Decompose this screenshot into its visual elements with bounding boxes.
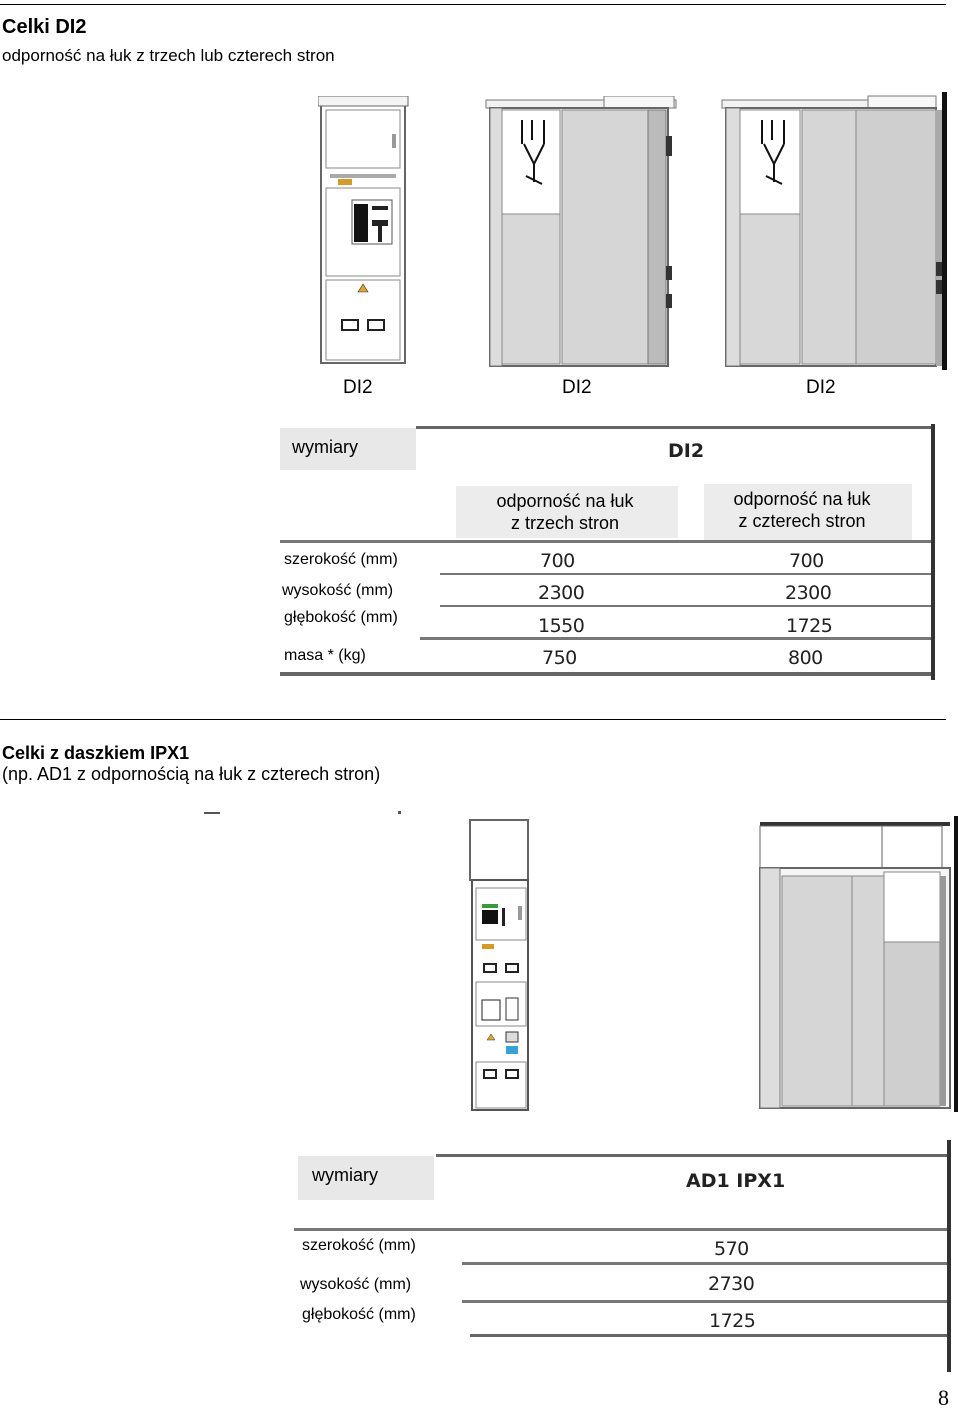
top-rule	[0, 4, 946, 5]
section1-title: Celki DI2	[2, 16, 87, 38]
section2-subtitle: (np. AD1 z odpornością na łuk z czterech stron)	[2, 764, 381, 784]
table2-right-border	[947, 1140, 951, 1372]
table1-value: 2300	[538, 582, 585, 604]
table1-value: 2300	[785, 582, 832, 604]
colheader-2-line2: z czterech stron	[738, 511, 866, 531]
table1-top-line	[416, 426, 934, 429]
table1-value: 1725	[786, 615, 833, 637]
colheader-1-line2: z trzech stron	[510, 513, 620, 533]
row-divider	[420, 637, 934, 640]
di2-front-view-drawing	[318, 96, 410, 368]
di2-side-view-3-sides-drawing	[484, 96, 680, 368]
table1-corner-label: wymiary	[292, 437, 358, 457]
table2-value: 2730	[708, 1273, 755, 1295]
page-number: 8	[938, 1385, 949, 1410]
di2-side-view-4-sides-drawing	[720, 92, 950, 372]
table1-row-label: szerokość (mm)	[284, 551, 398, 568]
section2-title: Celki z daszkiem IPX1	[2, 743, 190, 763]
table2-value: 570	[714, 1238, 749, 1260]
table1-value: 1550	[538, 615, 585, 637]
row-divider	[462, 1262, 950, 1265]
table2-corner-label: wymiary	[312, 1165, 378, 1185]
table1-row-label: głębokość (mm)	[284, 609, 398, 626]
row-divider	[440, 573, 934, 575]
ad1-front-view-drawing	[466, 818, 532, 1112]
table1-colheader-1	[456, 490, 674, 534]
figure-label-1: DI2	[343, 377, 373, 398]
table2-value: 1725	[709, 1310, 756, 1332]
table2-row-label: szerokość (mm)	[302, 1237, 416, 1254]
table1-value: 750	[542, 647, 577, 669]
row-divider	[462, 1300, 950, 1303]
ad1-side-view-drawing	[754, 816, 960, 1116]
figure-label-3: DI2	[806, 377, 836, 398]
colheader-2-line1: odporność na łuk	[733, 489, 871, 509]
table2-top-line	[436, 1154, 950, 1157]
decorative-mark	[398, 811, 401, 814]
row-divider	[440, 605, 934, 607]
table1-header-line	[280, 540, 934, 543]
table1-bottom-line	[280, 672, 934, 676]
table1-model-label: DI2	[668, 440, 705, 462]
table1-right-border	[931, 424, 935, 680]
section2-rule	[0, 719, 946, 720]
colheader-1-line1: odporność na łuk	[496, 491, 634, 511]
section1-subtitle: odporność na łuk z trzech lub czterech stron	[2, 46, 335, 65]
table1-value: 700	[789, 550, 824, 572]
table2-row-label: wysokość (mm)	[300, 1276, 412, 1293]
table1-colheader-2	[704, 488, 900, 532]
table1-value: 700	[540, 550, 575, 572]
table1-row-label: masa * (kg)	[284, 647, 366, 664]
table2-bottom-line	[470, 1334, 950, 1337]
decorative-mark	[204, 812, 220, 814]
table2-row-label: głębokość (mm)	[302, 1306, 416, 1323]
table2-header-line	[294, 1228, 950, 1231]
table2-model-label: AD1 IPX1	[686, 1170, 786, 1192]
figure-label-2: DI2	[562, 377, 592, 398]
table1-row-label: wysokość (mm)	[282, 582, 394, 599]
table1-value: 800	[788, 647, 823, 669]
